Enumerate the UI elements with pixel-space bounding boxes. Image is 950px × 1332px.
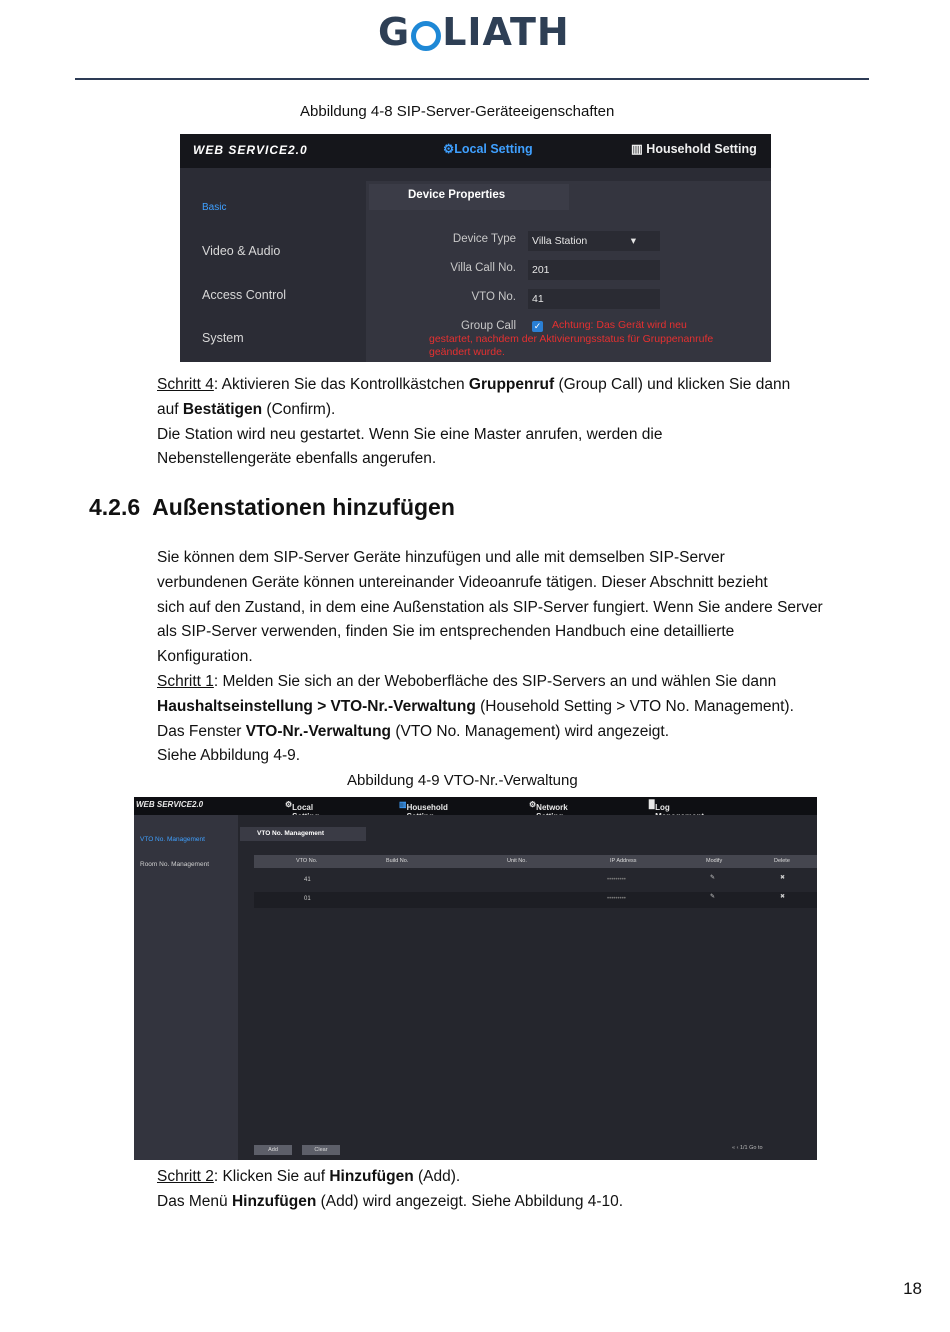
s2-add-button[interactable]: Add: [254, 1145, 292, 1155]
figure-4-8-caption: Abbildung 4-8 SIP-Server-Geräteeigenschaften: [300, 103, 615, 120]
goliath-logo: G LIATH: [378, 10, 570, 54]
s2-nav-local-setting[interactable]: ⚙ Local: [285, 800, 314, 812]
s2-sidebar: [134, 815, 238, 1160]
step-1-label: Schritt 1: [157, 672, 214, 690]
s1-sidebar-item-video-audio[interactable]: Video & Audio: [202, 244, 281, 258]
s2-clear-button[interactable]: Clear: [302, 1145, 340, 1155]
step-4-label: Schritt 4: [157, 376, 214, 393]
table-row: 41 ••••••••• ✎ ✖: [304, 875, 786, 883]
s1-sidebar-item-system[interactable]: System: [202, 331, 244, 345]
s2-brand: WEB SERVICE2.0: [136, 800, 204, 809]
section-heading: [89, 494, 455, 521]
logo-ring-icon: [411, 21, 441, 51]
gear-icon: ⚙: [443, 142, 455, 156]
vto-no-label: VTO No.: [471, 291, 516, 303]
s2-nav-household-setting[interactable]: ▥ Household: [399, 800, 448, 812]
s1-panel-tab-device-properties[interactable]: Device Properties: [369, 184, 569, 210]
vto-no-input[interactable]: 41: [528, 289, 660, 309]
s1-sidebar-item-basic[interactable]: Basic: [202, 202, 227, 213]
s2-sidebar-item-vto-no[interactable]: VTO No. Management: [140, 836, 205, 843]
delete-icon[interactable]: ✖: [780, 894, 786, 900]
page-number: 18: [903, 1279, 922, 1298]
figure-4-9-caption: Abbildung 4-9 VTO-Nr.-Verwaltung: [347, 772, 578, 789]
header-rule: [75, 78, 869, 80]
checkmark-icon: ✓: [533, 321, 542, 331]
building-icon: ▥: [631, 142, 647, 156]
s2-tab-vto-no-management[interactable]: VTO No. Management: [240, 827, 366, 841]
s1-sidebar-item-access-control[interactable]: Access Control: [202, 288, 287, 302]
step-4-paragraph: Schritt 4: Aktivieren Sie das Kontrollkästchen Gruppenruf (Group Call) und klicken Sie dann auf Bestätigen (Confirm). Die Station wird neu gestartet. Wenn Sie eine Master anrufen, werden die Nebenstellengeräte ebenfalls angerufen.: [157, 376, 791, 468]
villa-call-label: Villa Call No.: [450, 262, 516, 274]
chevron-down-icon: ▾: [630, 235, 636, 247]
figure-4-8-screenshot: [180, 134, 771, 362]
s2-pagination[interactable]: « ‹ 1/1 Go to: [732, 1145, 763, 1151]
s2-nav-network-setting[interactable]: ⚙ Network: [529, 800, 568, 812]
delete-icon[interactable]: ✖: [780, 875, 786, 881]
group-call-warning: Achtung: Das Gerät wird neu gestartet, nachdem der Aktivierungsstatus für Gruppenanrufe geändert wurde.: [429, 319, 714, 358]
s1-tab-local-setting[interactable]: ⚙Local Setting: [443, 142, 533, 156]
modify-icon[interactable]: ✎: [710, 894, 716, 900]
modify-icon[interactable]: ✎: [710, 875, 716, 881]
s1-brand: WEB SERVICE2.0: [193, 143, 308, 157]
table-row: 01 ••••••••• ✎ ✖: [254, 892, 817, 908]
step-2-paragraph: Schritt 2: Klicken Sie auf Hinzufügen (Add). Das Menü Hinzufügen (Add) wird angezeigt. Siehe Abbildung 4-10.: [157, 1168, 624, 1210]
s2-nav-log-management[interactable]: ▉ Log: [649, 800, 670, 812]
step-2-label: Schritt 2: [157, 1168, 214, 1185]
intro-paragraph: Sie können dem SIP-Server Geräte hinzufügen und alle mit demselben SIP-Server verbundenen Geräte können untereinander Videoanrufe tätigen. Dieser Abschnitt bezieht sich auf den Zustand, in dem eine Außenstation als SIP-Server fungiert. Wenn Sie andere Server als SIP-Server verwenden, finden Sie im entsprechenden Handbuch eine detaillierte Konfiguration. Schritt 1: Melden Sie sich an der Weboberfläche des SIP-Servers an und wählen Sie dann Haushaltseinstellung > VTO-Nr.-Verwaltung (Household Setting > VTO No. Management). Das Fenster VTO-Nr.-Verwaltung (VTO No. Management) wird angezeigt. Siehe Abbildung 4-9.: [157, 549, 823, 765]
pager-arrows-icon: « ‹: [732, 1145, 740, 1151]
section-title: Außenstationen hinzufügen: [152, 494, 455, 520]
s2-sidebar-item-room-no[interactable]: Room No. Management: [140, 861, 210, 868]
s2-table-header: VTO No. Build No. Unit No. IP Address Modify Delete: [254, 855, 817, 868]
s1-tab-household-setting[interactable]: ▥ Household Setting: [631, 142, 757, 156]
device-type-select[interactable]: Villa Station ▾: [528, 231, 660, 251]
s1-sidebar: [180, 168, 366, 362]
section-number: 4.2.6: [89, 494, 141, 520]
s2-topbar: [134, 797, 817, 815]
figure-4-9-screenshot: [134, 797, 817, 1160]
villa-call-input[interactable]: 201: [528, 260, 660, 280]
device-type-label: Device Type: [452, 233, 516, 245]
group-call-label: Group Call: [461, 320, 516, 332]
